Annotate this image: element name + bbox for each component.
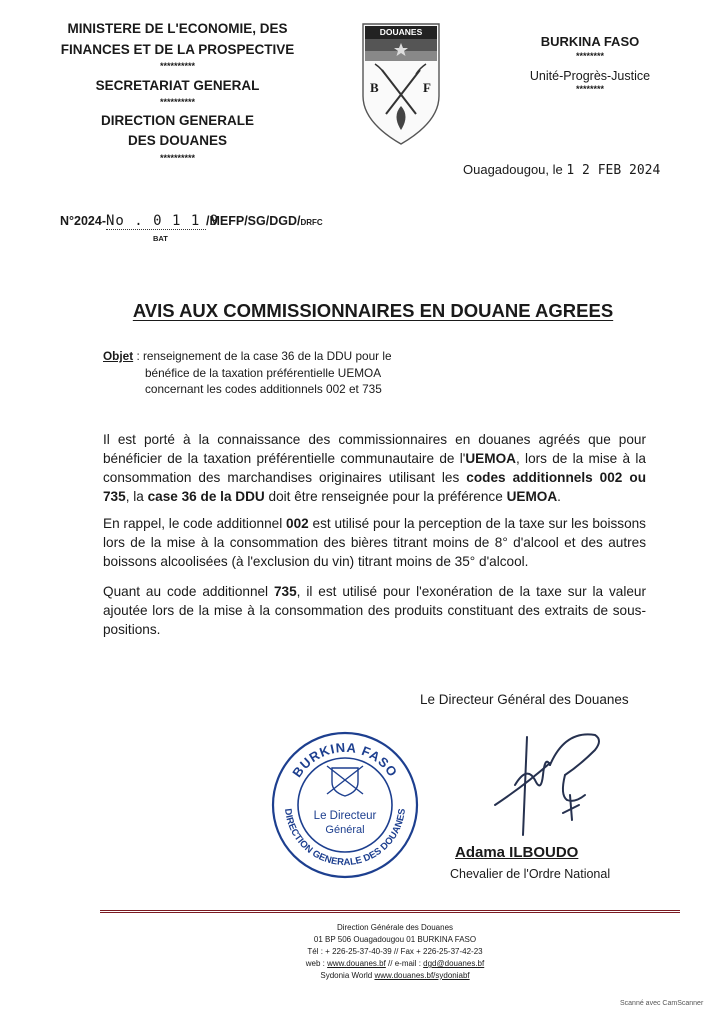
paragraph-1	[103, 430, 646, 506]
p3-text-c: , il est utilisé pour l'exonération de la taxe sur la valeur ajoutée lors de la mise à la consommation des produits constituant des extraits de sous-positions.	[103, 584, 646, 637]
subject-label: Objet	[103, 349, 134, 363]
emblem-banner: DOUANES	[379, 27, 423, 37]
footer-line2: 01 BP 506 Ouagadougou 01 BURKINA FASO	[313, 935, 477, 944]
direction-name-line1: DIRECTION GENERALE	[100, 113, 254, 128]
p1-text-c: , lors de la mise à la consommation des marchandises originaires utilisant les	[103, 451, 646, 485]
signatory-distinction: Chevalier de l'Ordre National	[450, 867, 611, 881]
p3-text-a: Quant au code additionnel	[103, 584, 274, 599]
handwritten-signature	[455, 725, 615, 845]
footer-sydonia-link[interactable]: www.douanes.bf/sydoniabf	[374, 971, 470, 980]
footer-sydonia-prefix: Sydonia World	[320, 971, 375, 980]
header-left	[45, 20, 310, 163]
stamp-center-line2: Général	[325, 824, 365, 836]
scanner-watermark: Scanné avec CamScanner	[620, 1000, 704, 1007]
p2-text-c: est utilisé pour la perception de la taxe sur les boissons lors de la mise à la consommation des bières titrant moins de 8° d'alcool et des autres boissons alcoolisées (à l'exclusion du vin) titrant moins de 35° d'alcool.	[103, 516, 646, 569]
reference-sub: BAT	[153, 234, 168, 243]
footer-line4	[200, 958, 590, 970]
p1-text-g: doit être renseignée pour la préférence	[264, 489, 507, 504]
footer-line1: Direction Générale des Douanes	[336, 923, 454, 932]
body	[103, 430, 646, 639]
stars-separator: **********	[159, 61, 196, 71]
footer-line3: Tél : + 226-25-37-40-39 // Fax + 226-25-37-42-23	[307, 947, 483, 956]
svg-text:BURKINA FASO	[289, 740, 401, 780]
footer-line5	[200, 970, 590, 982]
subject-line1: : renseignement de la case 36 de la DDU pour le	[136, 349, 392, 363]
stars-separator: ********	[575, 84, 605, 94]
national-motto: Unité-Progrès-Justice	[529, 69, 651, 83]
stars-separator: **********	[159, 153, 196, 163]
official-stamp	[270, 730, 420, 880]
stamp-top-text: BURKINA FASO	[289, 739, 401, 780]
subject-block	[103, 348, 423, 398]
subject-line2: bénéfice de la taxation préférentielle UEMOA	[145, 365, 382, 380]
p1-bold-case36: case 36 de la DDU	[147, 489, 265, 504]
signatory-name: Adama ILBOUDO	[455, 844, 579, 861]
p1-text-e: , la	[125, 489, 148, 504]
emblem-letter-b: B	[370, 80, 379, 95]
p1-bold-uemoa-2: UEMOA	[506, 489, 558, 504]
footer-email-prefix: // e-mail :	[385, 959, 424, 968]
document-title: AVIS AUX COMMISSIONNAIRES EN DOUANE AGREES	[132, 300, 614, 321]
customs-emblem	[360, 22, 442, 147]
signatory-role: Le Directeur Général des Douanes	[420, 692, 629, 707]
subject-line3: concernant les codes additionnels 002 et 735	[145, 382, 382, 396]
footer-web-prefix: web :	[305, 959, 328, 968]
p1-text-a: Il est porté à la connaissance des commissionnaires en douanes agréés que pour bénéficier de la taxation préférentielle communautaire de l'	[103, 432, 646, 466]
direction-name-line2: DES DOUANES	[127, 133, 227, 148]
p1-bold-codes: codes additionnels 002 ou 735	[103, 470, 646, 504]
footer-email-link[interactable]: dgd@douanes.bf	[423, 959, 485, 968]
paragraph-3	[103, 582, 646, 639]
reference-suffix: /MEFP/SG/DGD/	[206, 214, 301, 228]
p2-bold-code: 002	[286, 516, 309, 531]
p1-bold-uemoa: UEMOA	[465, 451, 516, 466]
stars-separator: **********	[159, 97, 196, 107]
reference-prefix: N°2024-	[60, 214, 106, 228]
ministry-name-line2: FINANCES ET DE LA PROSPECTIVE	[60, 42, 295, 57]
stars-separator: ********	[575, 51, 605, 61]
reference-suffix-small: DRFC	[300, 218, 323, 227]
p2-text-a: En rappel, le code additionnel	[103, 516, 287, 531]
secretariat-name: SECRETARIAT GENERAL	[95, 78, 260, 93]
ministry-name-line1: MINISTERE DE L'ECONOMIE, DES	[67, 21, 288, 36]
p3-bold-code: 735	[273, 584, 297, 599]
emblem-letter-f: F	[423, 80, 431, 95]
reference-number	[60, 213, 323, 230]
place-date	[463, 162, 708, 178]
footer-rule	[100, 910, 680, 913]
reference-stamped-number: No . 0 1 1 9	[106, 213, 220, 229]
stamp-seal-icon	[270, 730, 420, 880]
paragraph-2	[103, 514, 646, 571]
stamp-bottom-text: DIRECTION GENERALE DES DOUANES	[282, 807, 408, 869]
country-name: BURKINA FASO	[540, 34, 640, 49]
place-date-prefix: Ouagadougou, le	[463, 162, 563, 177]
footer-web-link[interactable]: www.douanes.bf	[327, 959, 386, 968]
footer	[200, 922, 590, 982]
p1-text-i: .	[557, 489, 561, 504]
date-stamp: 1 2 FEB 2024	[566, 163, 661, 178]
header-right	[505, 34, 675, 94]
stamp-center-line1: Le Directeur	[313, 810, 377, 822]
